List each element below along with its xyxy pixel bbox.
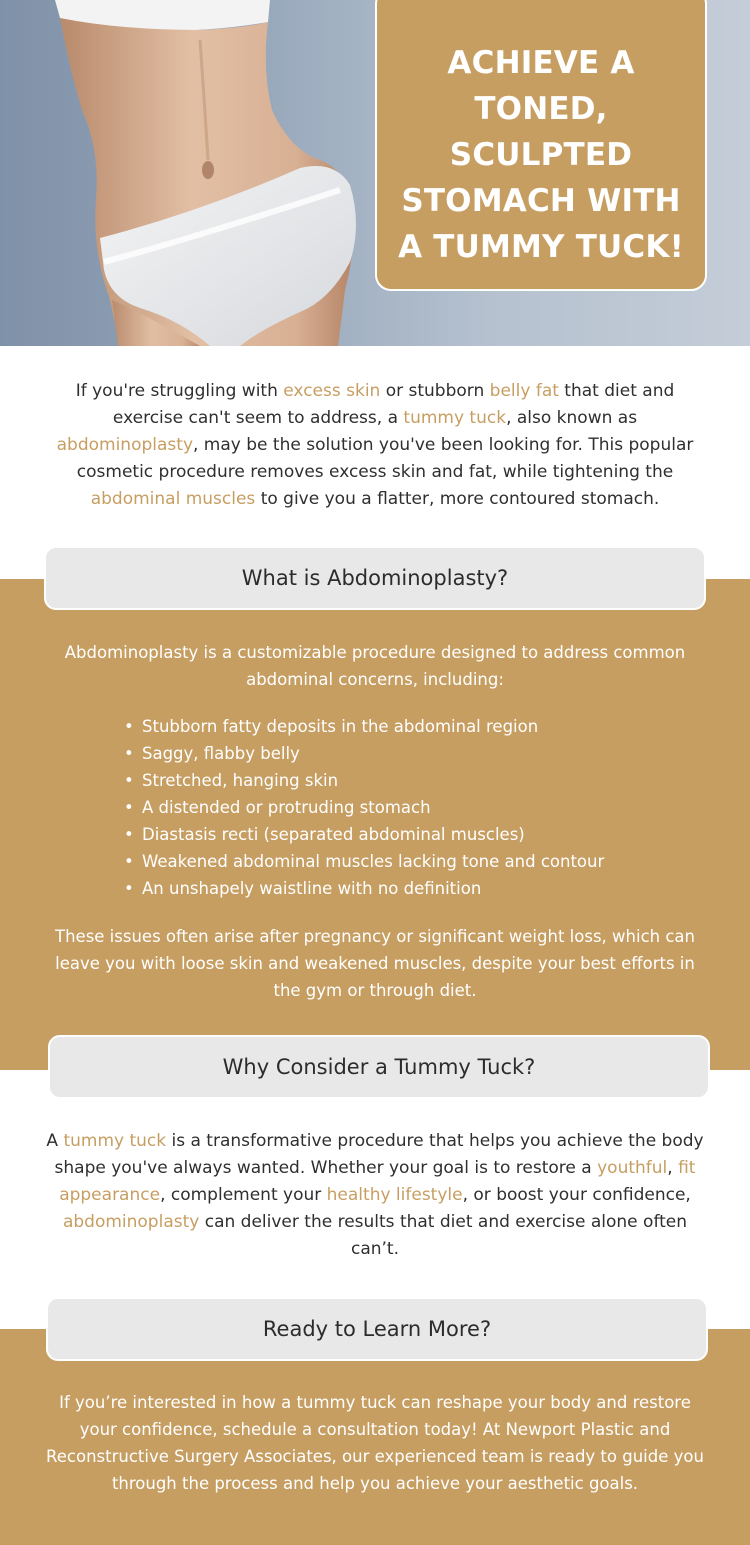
highlighted-term: abdominal muscles: [90, 489, 256, 509]
what-section-heading: What is Abdominoplasty?: [44, 546, 706, 610]
highlighted-term: abdominoplasty: [56, 435, 193, 455]
highlighted-term: excess skin: [283, 381, 381, 401]
highlighted-term: tummy tuck: [403, 408, 507, 428]
list-item: • Stubborn fatty deposits in the abdominal region: [122, 713, 722, 740]
highlighted-term: fit appearance: [59, 1158, 696, 1205]
paragraph-text: A: [46, 1131, 64, 1151]
paragraph-text: or stubborn: [380, 381, 490, 401]
paragraph-text: , may be the solution you've been looking for. This popular cosmetic procedure removes excess skin and fat, while tightening the: [76, 435, 694, 482]
list-item: • A distended or protruding stomach: [122, 794, 722, 821]
highlighted-term: healthy lifestyle: [326, 1185, 463, 1205]
torso-photo-illustration: [0, 0, 375, 346]
intro-paragraph: [40, 378, 710, 513]
hero-title-card: [375, 0, 707, 291]
ready-section-heading: Ready to Learn More?: [46, 1297, 708, 1361]
why-section-heading: Why Consider a Tummy Tuck?: [48, 1035, 710, 1099]
list-item: • Stretched, hanging skin: [122, 767, 722, 794]
ready-paragraph: If you’re interested in how a tummy tuck can reshape your body and restore your confidence, schedule a consultation today! At Newport Plastic and Reconstructive Surgery Associates, our experienced team is ready to guide you through the process and help you achieve your aesthetic goals.: [46, 1393, 704, 1493]
paragraph-text: , or boost your confidence,: [462, 1185, 691, 1205]
list-item: • Weakened abdominal muscles lacking tone and contour: [122, 848, 722, 875]
what-lead-paragraph: Abdominoplasty is a customizable procedure designed to address common abdominal concerns, including:: [64, 643, 686, 689]
list-item: • Saggy, flabby belly: [122, 740, 722, 767]
hero-title: ACHIEVE A TONED, SCULPTED STOMACH WITH A TUMMY TUCK!: [398, 44, 684, 265]
list-item: • An unshapely waistline with no definition: [122, 875, 722, 902]
highlighted-term: abdominoplasty: [62, 1212, 200, 1232]
list-item: • Diastasis recti (separated abdominal muscles): [122, 821, 722, 848]
paragraph-text: to give you a flatter, more contoured stomach.: [255, 489, 660, 509]
highlighted-term: youthful: [597, 1158, 668, 1178]
highlighted-term: tummy tuck: [63, 1131, 167, 1151]
paragraph-text: , also known as: [506, 408, 638, 428]
paragraph-text: that diet and exercise can't seem to address, a: [112, 381, 675, 428]
highlighted-term: belly fat: [489, 381, 559, 401]
concerns-list: [122, 713, 722, 902]
why-paragraph: [40, 1128, 710, 1263]
paragraph-text: , complement your: [160, 1185, 327, 1205]
paragraph-text: ,: [667, 1158, 679, 1178]
paragraph-text: If you're struggling with: [75, 381, 284, 401]
hero-banner: [0, 0, 750, 346]
paragraph-text: can deliver the results that diet and exercise alone often can’t.: [199, 1212, 688, 1259]
paragraph-text: is a transformative procedure that helps you achieve the body shape you've always wanted. Whether your goal is to restore a: [54, 1131, 704, 1178]
what-closing-paragraph: These issues often arise after pregnancy or significant weight loss, which can leave you with loose skin and weakened muscles, despite your best efforts in the gym or through diet.: [55, 927, 695, 1000]
